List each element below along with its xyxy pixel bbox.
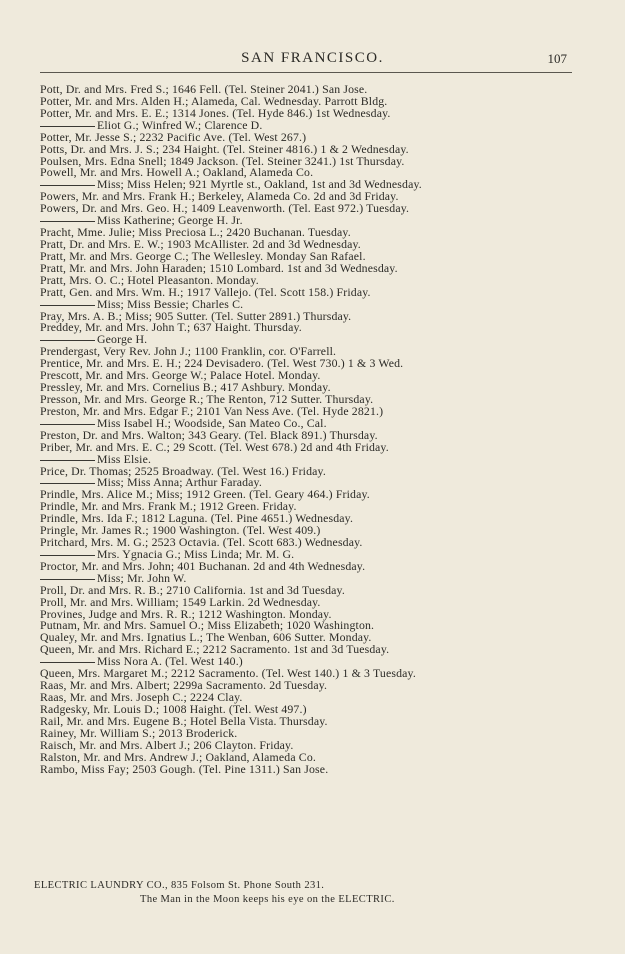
directory-entry: Prindle, Mrs. Alice M.; Miss; 1912 Green. (Tel. Geary 464.) Friday.: [40, 487, 370, 502]
directory-entry: Radgesky, Mr. Louis D.; 1008 Haight. (Tel. West 497.): [40, 701, 307, 716]
directory-entry: Potts, Dr. and Mrs. J. S.; 234 Haight. (Tel. Steiner 4816.) 1 & 2 Wednesday.: [40, 141, 409, 156]
directory-entries: [40, 84, 576, 775]
directory-entry: Preston, Mr. and Mrs. Edgar F.; 2101 Van Ness Ave. (Tel. Hyde 2821.): [40, 403, 384, 418]
directory-entry: Potter, Mr. and Mrs. Alden H.; Alameda, Cal. Wednesday. Parrott Bldg.: [40, 93, 388, 108]
directory-entry-continuation: Miss Isabel H.; Woodside, San Mateo Co., Cal.: [40, 418, 576, 430]
directory-entry: Pott, Dr. and Mrs. Fred S.; 1646 Fell. (Tel. Steiner 2041.) San Jose.: [40, 82, 368, 96]
directory-entry: Potter, Mr. Jesse S.; 2232 Pacific Ave. (Tel. West 267.): [40, 129, 307, 144]
directory-entry: Price, Dr. Thomas; 2525 Broadway. (Tel. West 16.) Friday.: [40, 463, 326, 478]
directory-entry: Prescott, Mr. and Mrs. George W.; Palace Hotel. Monday.: [40, 368, 321, 383]
directory-entry: Prendergast, Very Rev. John J.; 1100 Franklin, cor. O'Farrell.: [40, 344, 337, 359]
directory-entry-continuation: Miss Elsie.: [40, 454, 576, 466]
page-title: SAN FRANCISCO.: [241, 50, 384, 66]
directory-entry: Raas, Mr. and Mrs. Albert; 2299a Sacramento. 2d Tuesday.: [40, 678, 328, 693]
directory-entry: Prindle, Mr. and Mrs. Frank M.; 1912 Green. Friday.: [40, 499, 297, 514]
directory-entry: Proctor, Mr. and Mrs. John; 401 Buchanan. 2d and 4th Wednesday.: [40, 558, 366, 573]
directory-entry-continuation: Mrs. Ygnacia G.; Miss Linda; Mr. M. G.: [40, 549, 576, 561]
directory-entry-continuation: Miss; Miss Anna; Arthur Faraday.: [40, 477, 576, 489]
directory-entry: Proll, Dr. and Mrs. R. B.; 2710 California. 1st and 3d Tuesday.: [40, 582, 345, 597]
directory-entry-continuation: Miss; Miss Helen; 921 Myrtle st., Oakland, 1st and 3d Wednesday.: [40, 179, 576, 191]
directory-entry: Pray, Mrs. A. B.; Miss; 905 Sutter. (Tel. Sutter 2891.) Thursday.: [40, 308, 352, 323]
advertisement-line-1: ELECTRIC LAUNDRY CO., 835 Folsom St. Phone South 231.: [34, 880, 325, 891]
directory-entry-continuation: Miss; Mr. John W.: [40, 573, 576, 585]
directory-entry: Poulsen, Mrs. Edna Snell; 1849 Jackson. (Tel. Steiner 3241.) 1st Thursday.: [40, 153, 405, 168]
directory-entry: Preddey, Mr. and Mrs. John T.; 637 Haight. Thursday.: [40, 320, 302, 335]
directory-entry: Prentice, Mr. and Mrs. E. H.; 224 Devisadero. (Tel. West 730.) 1 & 3 Wed.: [40, 356, 404, 371]
directory-entry: Pratt, Mr. and Mrs. George C.; The Wellesley. Monday San Rafael.: [40, 248, 366, 263]
directory-entry: Pratt, Mr. and Mrs. John Haraden; 1510 Lombard. 1st and 3d Wednesday.: [40, 260, 398, 275]
directory-entry: Pratt, Mrs. O. C.; Hotel Pleasanton. Monday.: [40, 272, 259, 287]
directory-entry: Putnam, Mr. and Mrs. Samuel O.; Miss Elizabeth; 1020 Washington.: [40, 618, 375, 633]
directory-entry: Powers, Mr. and Mrs. Frank H.; Berkeley, Alameda Co. 2d and 3d Friday.: [40, 189, 399, 204]
directory-entry: Pratt, Dr. and Mrs. E. W.; 1903 McAllister. 2d and 3d Wednesday.: [40, 236, 361, 251]
directory-entry: Presson, Mr. and Mrs. George R.; The Renton, 712 Sutter. Thursday.: [40, 391, 374, 406]
directory-entry: Raisch, Mr. and Mrs. Albert J.; 206 Clayton. Friday.: [40, 737, 294, 752]
advertisement-footer: [34, 879, 594, 907]
directory-entry: Preston, Dr. and Mrs. Walton; 343 Geary. (Tel. Black 891.) Thursday.: [40, 427, 378, 442]
directory-entry: Powers, Dr. and Mrs. Geo. H.; 1409 Leavenworth. (Tel. East 972.) Tuesday.: [40, 201, 410, 216]
directory-entry-continuation: Miss Katherine; George H. Jr.: [40, 215, 576, 227]
directory-entry: Rail, Mr. and Mrs. Eugene B.; Hotel Bella Vista. Thursday.: [40, 713, 328, 728]
directory-entry: Priber, Mr. and Mrs. E. C.; 29 Scott. (Tel. West 678.) 2d and 4th Friday.: [40, 439, 389, 454]
header-rule: [40, 72, 572, 73]
directory-entry: Pratt, Gen. and Mrs. Wm. H.; 1917 Vallejo. (Tel. Scott 158.) Friday.: [40, 284, 371, 299]
directory-entry: Powell, Mr. and Mrs. Howell A.; Oakland, Alameda Co.: [40, 165, 314, 180]
directory-entry: Prindle, Mrs. Ida F.; 1812 Laguna. (Tel. Pine 4651.) Wednesday.: [40, 511, 354, 526]
directory-entry: Pressley, Mr. and Mrs. Cornelius B.; 417 Ashbury. Monday.: [40, 380, 331, 395]
directory-entry: Pritchard, Mrs. M. G.; 2523 Octavia. (Tel. Scott 683.) Wednesday.: [40, 535, 363, 550]
directory-entry: Rainey, Mr. William S.; 2013 Broderick.: [40, 725, 238, 740]
page-header: [0, 50, 625, 70]
directory-entry: Potter, Mr. and Mrs. E. E.; 1314 Jones. (Tel. Hyde 846.) 1st Wednesday.: [40, 105, 391, 120]
directory-entry: Pringle, Mr. James R.; 1900 Washington. (Tel. West 409.): [40, 523, 321, 538]
advertisement-line-2: The Man in the Moon keeps his eye on the ELECTRIC.: [140, 894, 395, 905]
directory-entry-continuation: Eliot G.; Winfred W.; Clarence D.: [40, 120, 576, 132]
directory-entry-continuation: Miss Nora A. (Tel. West 140.): [40, 656, 576, 668]
directory-entry: Pracht, Mme. Julie; Miss Preciosa L.; 2420 Buchanan. Tuesday.: [40, 225, 351, 240]
directory-entry: Ralston, Mr. and Mrs. Andrew J.; Oakland, Alameda Co.: [40, 749, 316, 764]
directory-entry: Qualey, Mr. and Mrs. Ignatius L.; The Wenban, 606 Sutter. Monday.: [40, 630, 372, 645]
page-number: 107: [547, 51, 567, 66]
directory-entry: Proll, Mr. and Mrs. William; 1549 Larkin. 2d Wednesday.: [40, 594, 321, 609]
directory-entry-continuation: George H.: [40, 334, 576, 346]
directory-entry: Queen, Mr. and Mrs. Richard E.; 2212 Sacramento. 1st and 3d Tuesday.: [40, 642, 390, 657]
directory-entry: Rambo, Miss Fay; 2503 Gough. (Tel. Pine 1311.) San Jose.: [40, 761, 329, 776]
directory-entry: Queen, Mrs. Margaret M.; 2212 Sacramento. (Tel. West 140.) 1 & 3 Tuesday.: [40, 666, 416, 681]
directory-entry: Provines, Judge and Mrs. R. R.; 1212 Washington. Monday.: [40, 606, 332, 621]
directory-entry-continuation: Miss; Miss Bessie; Charles C.: [40, 299, 576, 311]
directory-entry: Raas, Mr. and Mrs. Joseph C.; 2224 Clay.: [40, 690, 243, 705]
